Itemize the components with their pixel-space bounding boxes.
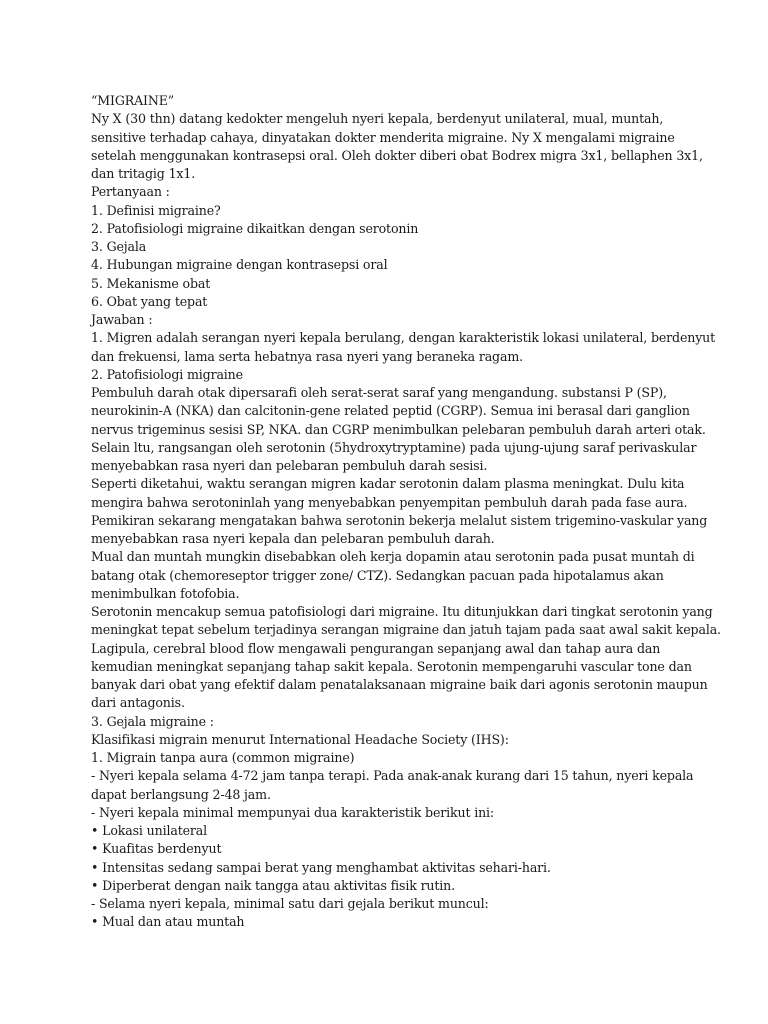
case-text-line: dan tritagig 1x1. (91, 166, 196, 181)
answer-text-line: dan frekuensi, lama serta hebatnya rasa nyeri yang beraneka ragam. (91, 348, 523, 364)
question-item: 4. Hubungan migraine dengan kontrasepsi oral (91, 257, 388, 273)
answer-text-line: mengira bahwa serotoninlah yang menyebabkan penyempitan pembuluh darah pada fase aura. (91, 494, 688, 510)
answer-text-line: Selain ltu, rangsangan oleh serotonin (5hydroxytryptamine) pada ujung-ujung saraf perivaskular (91, 439, 697, 455)
bullet-item: • Intensitas sedang sampai berat yang menghambat aktivitas sehari-hari. (91, 859, 551, 875)
answer-text-line: Lagipula, cerebral blood flow mengawali pengurangan sepanjang awal dan tahap aura dan (91, 640, 661, 656)
answer-text-line: banyak dari obat yang efektif dalam penatalaksanaan migraine baik dari agonis serotonin maupun (91, 677, 708, 692)
answer-text-line: Pemikiran sekarang mengatakan bahwa serotonin bekerja melalut sistem trigemino-vaskular yang (91, 512, 708, 528)
answer-text-line: - Nyeri kepala selama 4-72 jam tanpa terapi. Pada anak-anak kurang dari 15 tahun, nyeri kepala (91, 768, 694, 784)
bullet-item: • Diperberat dengan naik tangga atau aktivitas fisik rutin. (91, 877, 456, 893)
answer-text-line: batang otak (chemoreseptor trigger zone/ CTZ). Sedangkan pacuan pada hipotalamus akan (91, 567, 664, 583)
answer-text-line: menyebabkan rasa nyeri kepala dan pelebaran pembuluh darah. (91, 531, 495, 546)
answer-text-line: 1. Migren adalah serangan nyeri kepala berulang, dengan karakteristik lokasi unilateral, berdenyut (91, 330, 716, 346)
bullet-item: • Lokasi unilateral (91, 823, 208, 838)
case-text-line: Ny X (30 thn) datang kedokter mengeluh nyeri kepala, berdenyut unilateral, mual, muntah, (91, 111, 664, 127)
answer-text-line: dari antagonis. (91, 695, 185, 711)
answer-text-line: neurokinin-A (NKA) dan calcitonin-gene related peptid (CGRP). Semua ini berasal dari ganglion (91, 403, 690, 419)
answer-text-line: meningkat tepat sebelum terjadinya serangan migraine dan jatuh tajam pada saat awal sakit kepala. (91, 622, 721, 638)
section-heading: 3. Gejala migraine : (91, 713, 214, 729)
section-heading: 2. Patofisiologi migraine (91, 366, 243, 382)
answer-text-line: Seperti diketahui, waktu serangan migren kadar serotonin dalam plasma meningkat. Dulu kita (91, 476, 685, 492)
answers-heading: Jawaban : (91, 312, 153, 327)
bullet-item: • Mual dan atau muntah (91, 914, 245, 930)
document-title: “MIGRAINE” (91, 93, 175, 108)
answer-text-line: menimbulkan fotofobia. (91, 585, 240, 601)
answer-text-line: Mual dan muntah mungkin disebabkan oleh kerja dopamin atau serotonin pada pusat muntah di (91, 549, 695, 565)
case-text-line: setelah menggunakan kontrasepsi oral. Oleh dokter diberi obat Bodrex migra 3x1, bellaphen 3x1, (91, 147, 703, 163)
answer-text-line: nervus trigeminus sesisi SP, NKA. dan CGRP menimbulkan pelebaran pembuluh darah arteri otak. (91, 421, 706, 437)
answer-text-line: kemudian meningkat sepanjang tahap sakit kepala. Serotonin mempengaruhi vascular tone dan (91, 658, 692, 674)
question-item: 1. Definisi migraine? (91, 202, 221, 218)
case-text-line: sensitive terhadap cahaya, dinyatakan dokter menderita migraine. Ny X mengalami migraine (91, 129, 675, 145)
question-item: 3. Gejala (91, 239, 147, 254)
document-page (91, 92, 721, 932)
question-item: 6. Obat yang tepat (91, 293, 208, 309)
bullet-item: • Kuafitas berdenyut (91, 841, 222, 857)
answer-text-line: Pembuluh darah otak dipersarafi oleh serat-serat saraf yang mengandung. substansi P (SP), (91, 385, 667, 400)
question-item: 2. Patofisiologi migraine dikaitkan dengan serotonin (91, 220, 419, 236)
answer-text-line: - Nyeri kepala minimal mempunyai dua karakteristik berikut ini: (91, 804, 495, 820)
question-item: 5. Mekanisme obat (91, 275, 211, 291)
answer-text-line: - Selama nyeri kepala, minimal satu dari gejala berikut muncul: (91, 896, 489, 911)
answer-text-line: menyebabkan rasa nyeri dan pelebaran pembuluh darah sesisi. (91, 458, 488, 473)
answer-text-line: Serotonin mencakup semua patofisiologi dari migraine. Itu ditunjukkan dari tingkat serotonin yang (91, 604, 713, 619)
questions-heading: Pertanyaan : (91, 184, 170, 200)
answer-text-line: 1. Migrain tanpa aura (common migraine) (91, 750, 355, 765)
answer-text-line: Klasifikasi migrain menurut International Headache Society (IHS): (91, 731, 509, 747)
answer-text-line: dapat berlangsung 2-48 jam. (91, 786, 271, 802)
